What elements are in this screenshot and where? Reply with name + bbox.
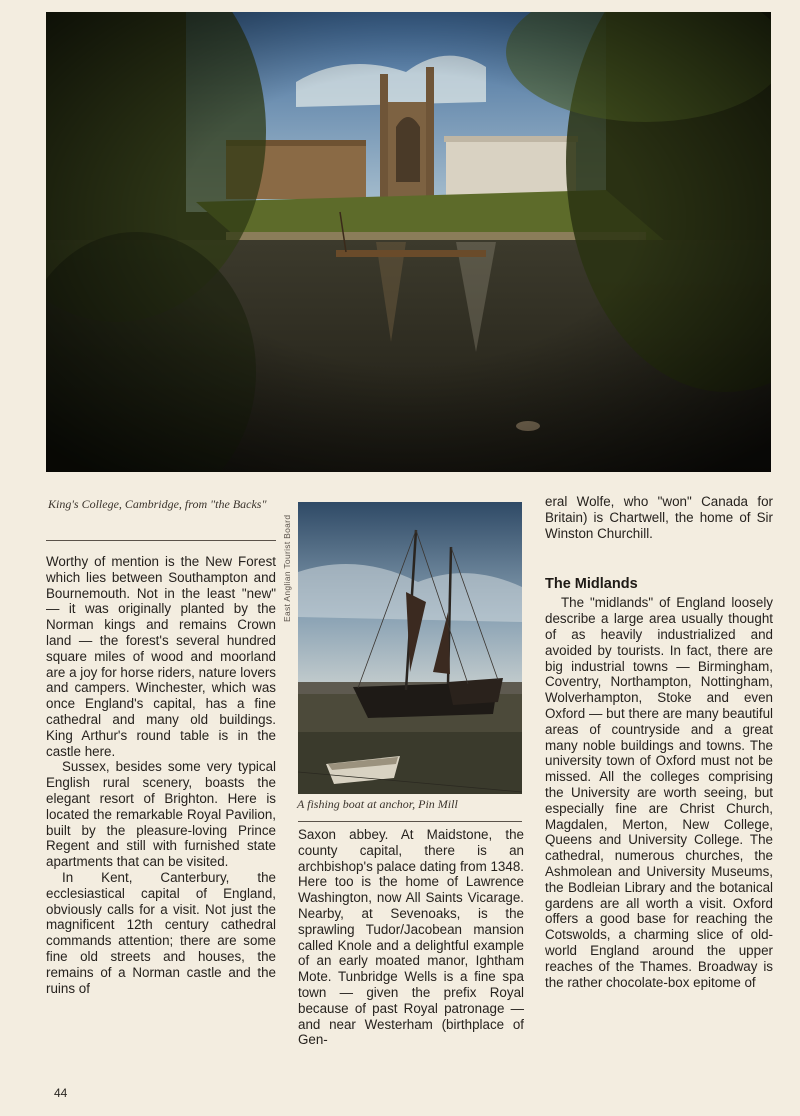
paragraph: Worthy of mention is the New Forest which lies between Southampton and Bournemouth. Not in the least "new" — it was originally planted by the Norman kings and remains Crown land — the forest's several hundred square miles of wood and moorland are a joy for horse riders, nature lovers and campers. Winchester, which was once England's capital, has a fine cathedral and many old buildings. King Arthur's round table is in the castle here.: [46, 554, 276, 759]
page-number: 44: [54, 1086, 68, 1100]
paragraph: In Kent, Canterbury, the ecclesiastical capital of England, obviously calls for a visit. Not just the magnificent 12th century cathedral commands attention; there are some fine old streets and houses, the remains of a Norman castle and the ruins of: [46, 869, 276, 996]
top-photo-caption: King's College, Cambridge, from "the Backs": [48, 497, 267, 511]
paragraph: Sussex, besides some very typical English rural scenery, boasts the elegant resort of Brighton. Here is located the remarkable Royal Pavilion, built by the pleasure-loving Prince Regent and still with furnished state apartments that can be visited.: [46, 759, 276, 870]
paragraph: The "midlands" of England loosely describe a large area usually thought of as heavily industrialized and avoided by tourists. In fact, there are big industrial towns — Birmingham, Coventry, Northampton, Nottingham, Wolverhampton, Stoke and even Oxford — but there are many beautiful areas of countryside and a great many noble buildings and towns. The university town of Oxford must not be missed. All the colleges comprising the University are worth seeing, but especially fine are Christ Church, Magdalen, Merton, New College, Queens and University College. The cathedral, numerous churches, the Ashmolean and University Museums, the Bodleian Library and the botanical gardens are all worth a visit. Oxford offers a good base for reaching the Cotswolds, a charming slice of old-world England around the upper reaches of the Thames. Broadway is the rather chocolate-box epitome of: [545, 595, 773, 990]
middle-column: [298, 827, 524, 1048]
photo-credit: East Anglian Tourist Board: [282, 514, 292, 622]
boat-photo-caption: A fishing boat at anchor, Pin Mill: [297, 797, 458, 811]
caption-divider: [46, 540, 276, 541]
section-heading: The Midlands: [545, 576, 638, 593]
kings-college-photo: [46, 12, 771, 472]
fishing-boat-photo: [298, 502, 522, 794]
left-column: [46, 554, 276, 996]
caption-divider: [298, 821, 522, 822]
paragraph: eral Wolfe, who "won" Canada for Britain) is Chartwell, the home of Sir Winston Churchill.: [545, 494, 773, 541]
paragraph: Saxon abbey. At Maidstone, the county capital, there is an archbishop's palace dating from 1348. Here too is the home of Lawrence Washington, now All Saints Vicarage. Nearby, at Sevenoaks, is the sprawling Tudor/Jacobean mansion called Knole and a delightful example of an early moated manor, Ightham Mote. Tunbridge Wells is a fine spa town — given the prefix Royal because of past Royal patronage — and near Westerham (birthplace of Gen-: [298, 827, 524, 1048]
right-column: [545, 494, 773, 990]
